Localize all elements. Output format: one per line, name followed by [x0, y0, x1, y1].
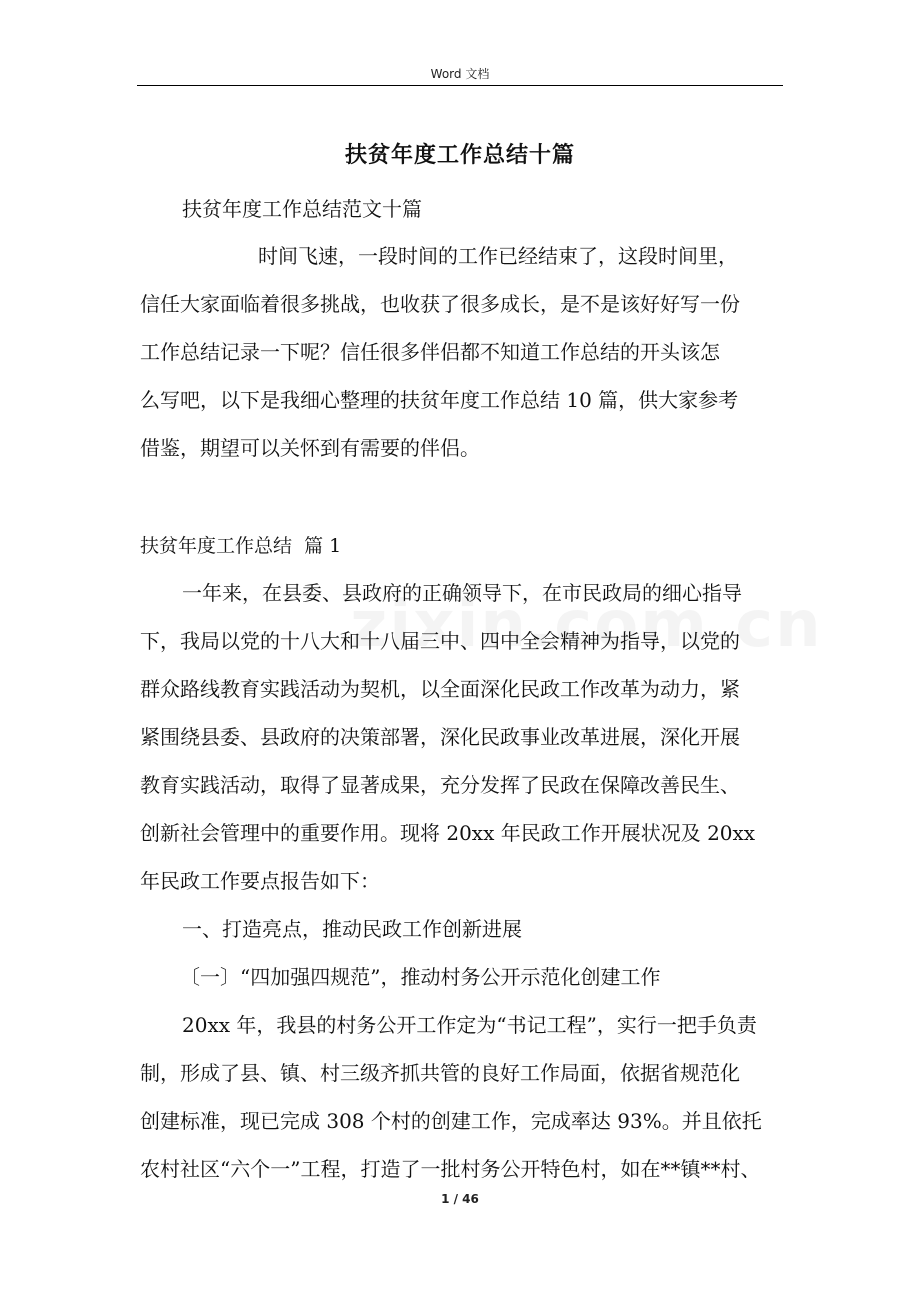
paragraph-line: 教育实践活动，取得了显著成果，充分发挥了民政在保障改善民生、 — [140, 773, 740, 797]
paragraph-line: 制，形成了县、镇、村三级齐抓共管的良好工作局面，依据省规范化 — [140, 1061, 740, 1085]
intro-line: 工作总结记录一下呢？信任很多伴侣都不知道工作总结的开头该怎 — [140, 340, 720, 364]
document-subtitle: 扶贫年度工作总结范文十篇 — [182, 197, 422, 221]
paragraph-line: 紧围绕县委、县政府的决策部署，深化民政事业改革进展，深化开展 — [140, 725, 740, 749]
paragraph-line: 农村社区“六个一”工程，打造了一批村务公开特色村，如在**镇**村、 — [140, 1157, 761, 1181]
intro-line: 时间飞速，一段时间的工作已经结束了，这段时间里， — [258, 244, 738, 268]
paragraph-line: 年民政工作要点报告如下： — [140, 869, 380, 893]
paragraph-line: 一年来，在县委、县政府的正确领导下，在市民政局的细心指导 — [182, 581, 742, 605]
paragraph-line: 20xx 年，我县的村务公开工作定为“书记工程”，实行一把手负责 — [182, 1013, 757, 1037]
heading-level-two: 〔一〕“四加强四规范”，推动村务公开示范化创建工作 — [180, 965, 661, 989]
paragraph-line: 创建标准，现已完成 308 个村的创建工作，完成率达 93%。并且依托 — [140, 1109, 762, 1133]
paragraph-line: 群众路线教育实践活动为契机，以全面深化民政工作改革为动力，紧 — [140, 677, 740, 701]
intro-line: 信任大家面临着很多挑战，也收获了很多成长，是不是该好好写一份 — [140, 292, 740, 316]
page-number: 1 / 46 — [441, 1192, 479, 1206]
document-title: 扶贫年度工作总结十篇 — [344, 143, 575, 168]
intro-line: 借鉴，期望可以关怀到有需要的伴侣。 — [140, 436, 480, 460]
section-heading: 扶贫年度工作总结 篇 1 — [140, 535, 342, 557]
heading-level-one: 一、打造亮点，推动民政工作创新进展 — [182, 917, 522, 941]
page-header: Word 文档 — [137, 66, 783, 86]
intro-line: 么写吧，以下是我细心整理的扶贫年度工作总结 10 篇，供大家参考 — [140, 388, 739, 412]
paragraph-line: 下，我局以党的十八大和十八届三中、四中全会精神为指导，以党的 — [140, 629, 740, 653]
paragraph-line: 创新社会管理中的重要作用。现将 20xx 年民政工作开展状况及 20xx — [140, 821, 756, 845]
